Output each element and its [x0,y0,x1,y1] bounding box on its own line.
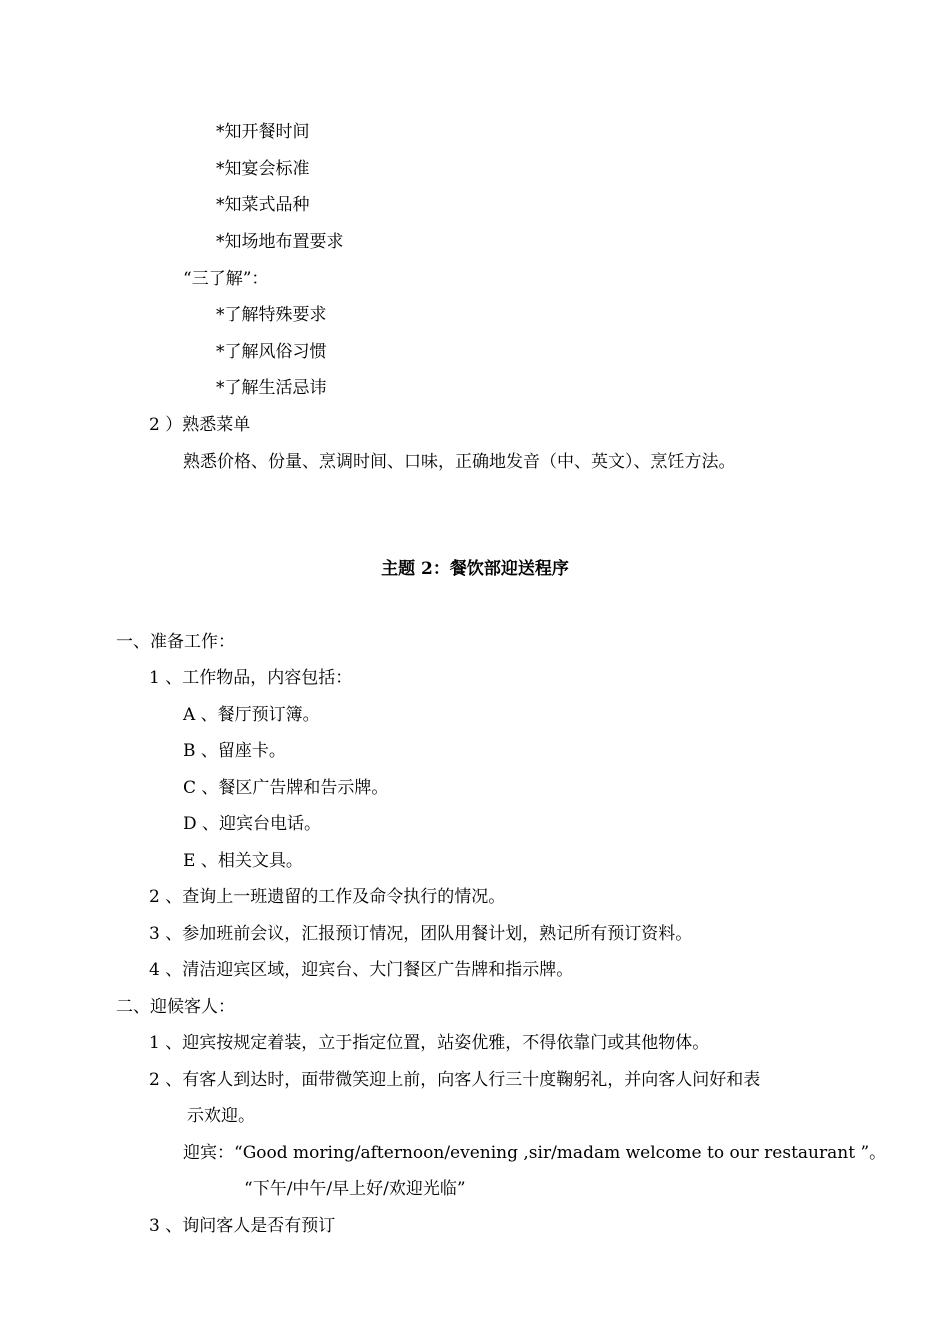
part1-item-4: 4 、清洁迎宾区域，迎宾台、大门餐区广告牌和指示牌。 [149,960,574,980]
menu-heading: 2 ）熟悉菜单 [149,415,251,435]
part1-item-3: 3 、参加班前会议，汇报预订情况，团队用餐计划，熟记所有预订资料。 [149,924,693,944]
zhi-item-1: *知开餐时间 [216,122,310,142]
part1-subitem-e: E 、相关文具。 [183,851,303,871]
part1-subitem-d: D 、迎宾台电话。 [183,814,322,834]
zhi-item-4: *知场地布置要求 [216,232,344,252]
part2-item-2-line2: 示欢迎。 [187,1106,255,1126]
zhi-item-3: *知菜式品种 [216,195,310,215]
topic-title: 主题 2：餐饮部迎送程序 [381,559,569,579]
part1-subitem-a: A 、餐厅预订簿。 [183,705,320,725]
san-liaojie-label: “三了解”： [183,269,269,289]
greeting-english: 迎宾：“Good moring/afternoon/evening ,sir/madam welcome to our restaurant ”。 [183,1143,887,1163]
part1-heading: 一、准备工作： [116,632,235,652]
part2-item-3: 3 、询问客人是否有预订 [149,1216,336,1236]
part1-item-2: 2 、查询上一班遗留的工作及命令执行的情况。 [149,887,506,907]
part2-item-2-line1: 2 、有客人到达时，面带微笑迎上前，向客人行三十度鞠躬礼，并向客人问好和表 [149,1070,761,1090]
liaojie-item-3: *了解生活忌讳 [216,378,327,398]
part2-heading: 二、迎候客人： [116,997,235,1017]
part2-item-1: 1 、迎宾按规定着装，立于指定位置，站姿优雅，不得依靠门或其他物体。 [149,1033,710,1053]
zhi-item-2: *知宴会标准 [216,159,310,179]
liaojie-item-1: *了解特殊要求 [216,305,327,325]
part1-subitem-c: C 、餐区广告牌和告示牌。 [183,778,389,798]
part1-subitem-b: B 、留座卡。 [183,741,286,761]
liaojie-item-2: *了解风俗习惯 [216,342,327,362]
greeting-chinese: “下午/中午/早上好/欢迎光临” [244,1179,466,1199]
menu-text: 熟悉价格、份量、烹调时间、口味，正确地发音（中、英文）、烹饪方法。 [183,452,736,472]
part1-item-1: 1 、工作物品，内容包括： [149,668,353,688]
